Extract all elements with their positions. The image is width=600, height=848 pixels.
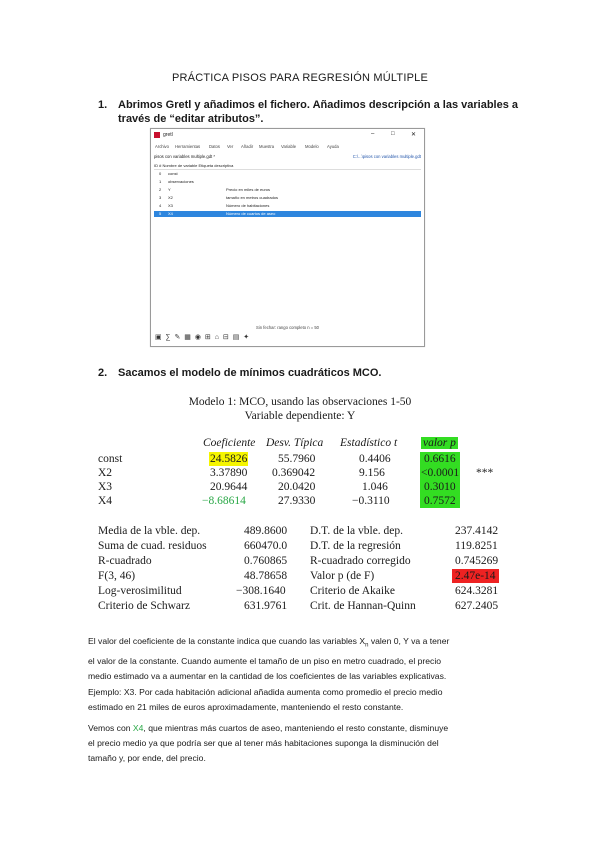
paragraph-text: El valor del coeficiente de la constante indica que cuando las variables X xyxy=(88,636,366,646)
stat-label: R-cuadrado xyxy=(98,555,152,567)
menu-herramientas[interactable]: Herramientas xyxy=(175,144,201,149)
var-id: 5 xyxy=(159,211,162,216)
coef-row-name: const xyxy=(98,453,123,465)
se-value: 27.9330 xyxy=(278,495,316,507)
paragraph-text: valen 0, Y va a tener xyxy=(368,636,450,646)
close-icon[interactable]: ✕ xyxy=(411,132,417,138)
p-value: <0.0001 xyxy=(421,467,460,479)
paragraph-text: estimado en 21 miles de euros aproximadamente, manteniendo el resto constante. xyxy=(88,702,404,712)
minimize-icon[interactable]: – xyxy=(371,131,375,137)
model-dependent-variable: Variable dependiente: Y xyxy=(244,410,356,422)
step-1-line-1: Abrimos Gretl y añadimos el fichero. Añadimos descripción a las variables a xyxy=(118,99,519,111)
var-id: 4 xyxy=(159,203,162,208)
coef-row-name: X3 xyxy=(98,481,113,493)
stat-value: 0.745269 xyxy=(455,555,499,567)
var-name: X2 xyxy=(168,195,173,200)
window-title: gretl xyxy=(163,132,173,138)
t-value: 0.4406 xyxy=(359,453,391,465)
var-desc: Número de cuartos de aseo xyxy=(226,211,276,216)
var-name: observaciones xyxy=(168,179,194,184)
t-value: 9.156 xyxy=(359,467,385,479)
variable-row[interactable] xyxy=(154,179,421,185)
variable-row-selected[interactable] xyxy=(154,211,421,217)
col-header-se: Desv. Típica xyxy=(266,437,324,449)
paragraph-text: Vemos con xyxy=(88,723,133,733)
stat-label: Media de la vble. dep. xyxy=(98,525,201,537)
var-desc: Número de habitaciones xyxy=(226,203,270,208)
maximize-icon[interactable]: □ xyxy=(391,131,395,137)
paragraph-text: Ejemplo: X3. Por cada habitación adicional añadida aumenta como promedio el precio medio xyxy=(88,687,443,697)
stat-value: 119.8251 xyxy=(455,540,498,552)
stat-value: 631.9761 xyxy=(244,600,288,612)
file-path-link[interactable]: C:\...\pisos con variables multiple.gdt xyxy=(352,154,421,159)
paragraph-text: el valor de la constante. Cuando aumente el tamaño de un piso en metro cuadrado, el precio xyxy=(88,655,442,666)
se-value: 0.369042 xyxy=(272,467,316,479)
t-value: 1.046 xyxy=(362,481,388,493)
p-value: 0.3010 xyxy=(420,480,460,494)
paragraph-text: , que mientras más cuartos de aseo, manteniendo el resto constante, disminuye xyxy=(143,723,449,733)
var-name: const xyxy=(168,171,178,176)
variable-row[interactable] xyxy=(154,171,421,177)
coef-value: 24.5826 xyxy=(210,453,248,465)
var-id: 1 xyxy=(159,179,162,184)
var-desc: tamaño en metros cuadrados xyxy=(226,195,279,200)
file-path-bar xyxy=(154,154,421,161)
stat-label: Suma de cuad. residuos xyxy=(98,540,207,552)
step-2-text: Sacamos el modelo de mínimos cuadráticos MCO. xyxy=(118,367,382,379)
stat-label: F(3, 46) xyxy=(98,570,136,582)
var-name: X4 xyxy=(168,211,173,216)
paragraph-x4 xyxy=(88,721,520,766)
step-1-line-2: través de “editar atributos”. xyxy=(118,113,264,125)
step-2-number: 2. xyxy=(98,367,108,379)
stat-label: Crit. de Hannan-Quinn xyxy=(310,600,416,612)
bottom-toolbar[interactable]: ▣ ∑ ✎ ▦ ◉ ⊞ ⌂ ⊟ ▤ ✦ xyxy=(155,334,251,341)
stat-label: Criterio de Schwarz xyxy=(98,600,190,612)
menu-ver[interactable]: Ver xyxy=(227,144,234,149)
stat-label: Log-verosimilitud xyxy=(98,585,182,597)
coef-value: 20.9644 xyxy=(210,481,248,493)
stat-value: 627.2405 xyxy=(455,600,499,612)
stat-label: R-cuadrado corregido xyxy=(310,555,411,567)
stat-value-f-pvalue: 2.47e-14 xyxy=(452,569,499,583)
variable-row[interactable] xyxy=(154,195,421,201)
window-titlebar xyxy=(151,129,424,141)
var-id: 0 xyxy=(159,171,162,176)
var-id: 3 xyxy=(159,195,162,200)
stat-value: 660470.0 xyxy=(244,540,288,552)
menu-archivo[interactable]: Archivo xyxy=(155,144,169,149)
gretl-logo-icon xyxy=(154,132,160,138)
t-value: −0.3110 xyxy=(352,495,390,507)
file-name: pisos con variables multiple.gdt * xyxy=(154,154,215,159)
var-desc: Precio en miles de euros xyxy=(226,187,271,192)
menu-ayuda[interactable]: Ayuda xyxy=(327,144,339,149)
stat-label: D.T. de la regresión xyxy=(310,540,401,552)
stat-label: Valor p (de F) xyxy=(310,570,375,582)
stat-value: 624.3281 xyxy=(455,585,499,597)
stat-value: −308.1640 xyxy=(236,585,286,597)
col-header-pvalue: valor p xyxy=(423,437,456,449)
variable-row[interactable] xyxy=(154,203,421,209)
se-value: 20.0420 xyxy=(278,481,316,493)
stat-value: 48.78658 xyxy=(244,570,288,582)
paragraph-constant xyxy=(88,634,520,684)
paragraph-example xyxy=(88,685,520,715)
step-1-number: 1. xyxy=(98,99,108,111)
menu-datos[interactable]: Datos xyxy=(209,144,220,149)
subscript: n xyxy=(365,642,369,649)
menu-anadir[interactable]: Añadir xyxy=(241,144,254,149)
variable-list-header: ID # Nombre de variable Etiqueta descriptiva xyxy=(154,163,421,170)
se-value: 55.7960 xyxy=(278,453,316,465)
status-bar: Sin fechar: rango completo n = 50 xyxy=(256,325,319,330)
col-header-coef: Coeficiente xyxy=(203,437,256,449)
stat-label: Criterio de Akaike xyxy=(310,585,395,597)
var-name: Y xyxy=(168,187,171,192)
coef-row-name: X2 xyxy=(98,467,113,479)
menu-muestra[interactable]: Muestra xyxy=(259,144,275,149)
menu-modelo[interactable]: Modelo xyxy=(305,144,319,149)
p-value: 0.6616 xyxy=(420,452,460,466)
col-header-t: Estadístico t xyxy=(340,437,398,449)
coef-row-name: X4 xyxy=(98,495,113,507)
variable-row[interactable] xyxy=(154,187,421,193)
stat-value: 0.760865 xyxy=(244,555,288,567)
var-id: 2 xyxy=(159,187,162,192)
paragraph-text: medio estimado va a aumentar en la cantidad de los coeficientes de las variables explicativas. xyxy=(88,670,447,681)
menu-bar xyxy=(151,142,424,151)
stat-value: 489.8600 xyxy=(244,525,288,537)
paragraph-text: el precio medio ya que podría ser que al tener más habitaciones suponga la disminución del xyxy=(88,738,439,748)
coef-value: −8.68614 xyxy=(202,495,246,507)
model-title: Modelo 1: MCO, usando las observaciones 1-50 xyxy=(188,396,412,408)
p-value: 0.7572 xyxy=(420,494,460,508)
coef-value: 3.37890 xyxy=(210,467,248,479)
menu-variable[interactable]: Variable xyxy=(281,144,297,149)
page-title: PRÁCTICA PISOS PARA REGRESIÓN MÚLTIPLE xyxy=(172,72,428,84)
paragraph-text: tamaño y, por ende, del precio. xyxy=(88,753,206,763)
stat-label: D.T. de la vble. dep. xyxy=(310,525,404,537)
stat-value: 237.4142 xyxy=(455,525,499,537)
significance-stars: *** xyxy=(476,467,494,479)
highlighted-variable: X4 xyxy=(132,723,144,733)
gretl-window-screenshot xyxy=(150,128,425,347)
var-name: X3 xyxy=(168,203,173,208)
